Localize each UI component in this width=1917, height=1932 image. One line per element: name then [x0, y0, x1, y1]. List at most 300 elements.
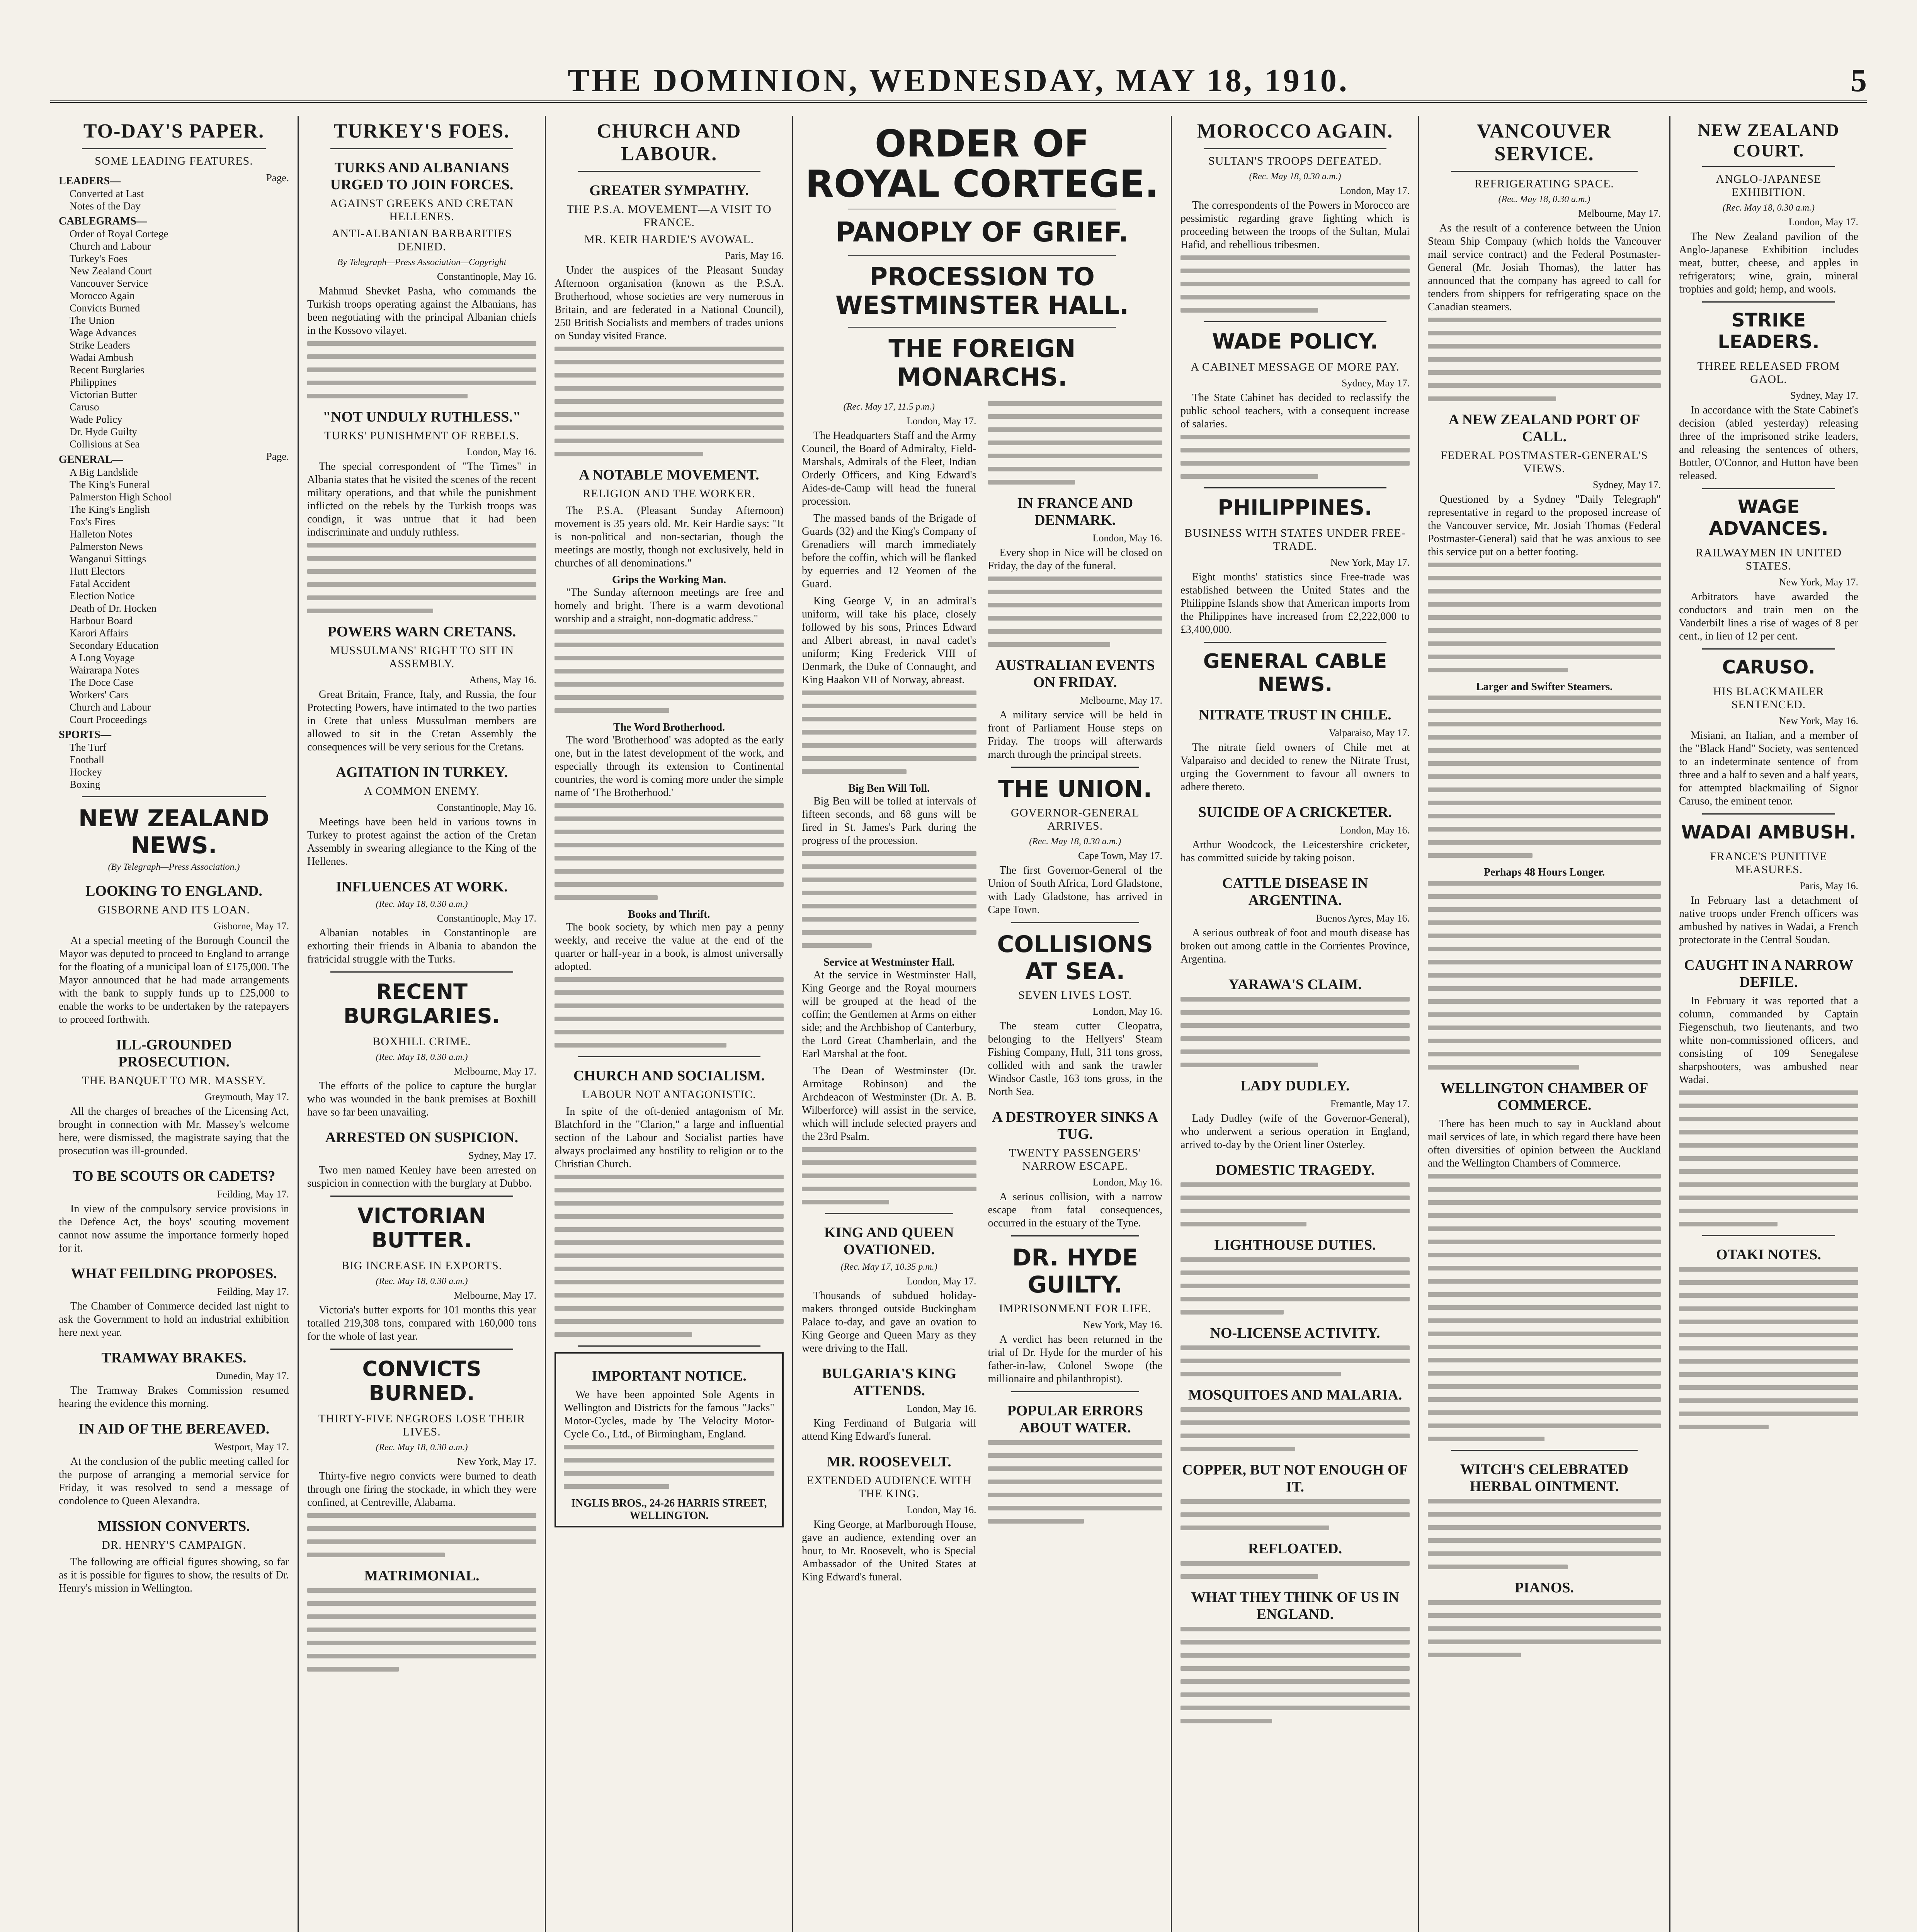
article-heading: INFLUENCES AT WORK. — [336, 879, 508, 895]
divider — [1702, 1235, 1835, 1236]
text-block — [1180, 1182, 1410, 1226]
divider — [578, 171, 760, 172]
lead-subheadline: PROCESSION TO WESTMINSTER HALL. — [835, 263, 1129, 320]
article-body: King George V, in an admiral's uniform, will take his place, closely followed by his sons, Princes Edward and Albert abreast, in naval cadet's uniform; King Frederick VIII of Denmark, the Duke of Connaught, and King Haakon VII of Norway, abreast. — [802, 595, 976, 686]
section-title: STRIKE LEADERS. — [1718, 310, 1820, 353]
article-body: Under the auspices of the Pleasant Sunday Afternoon organisation (known as the P.S.A. Brotherhood, whose societies are very numerous in Britain, and are federated in a National Council), 250 British Socialists and members of trades unions on Sunday visited France. — [555, 264, 784, 342]
article-heading: LIGHTHOUSE DUTIES. — [1214, 1237, 1376, 1253]
article-heading: AUSTRALIAN EVENTS ON FRIDAY. — [995, 657, 1155, 690]
text-block — [1428, 318, 1661, 401]
article-body: Every shop in Nice will be closed on Friday, the day of the funeral. — [988, 547, 1162, 572]
divider — [1204, 148, 1386, 149]
divider — [330, 971, 513, 973]
article-subheading: MUSSULMANS' RIGHT TO SIT IN ASSEMBLY. — [330, 644, 514, 670]
index-item: New Zealand Court — [70, 265, 152, 277]
section-title: WADE POLICY. — [1212, 329, 1378, 354]
article-body: The Tramway Brakes Commission resumed hearing the evidence this morning. — [59, 1384, 289, 1410]
article-subheading: TWENTY PASSENGERS' NARROW ESCAPE. — [1009, 1146, 1141, 1172]
article-subheading: BIG INCREASE IN EXPORTS. — [341, 1259, 502, 1272]
text-block — [1180, 255, 1410, 313]
text-block — [988, 1440, 1163, 1524]
dateline: New York, May 17. — [1330, 557, 1410, 568]
received-line: (Rec. May 18, 0.30 a.m.) — [1498, 194, 1590, 204]
article-body: The P.S.A. (Pleasant Sunday Afternoon) movement is 35 years old. Mr. Keir Hardie says: "It is non-political and non-sectarian, though the meetings are mostly, though not exclusively, held in churches of all denominations." — [555, 505, 784, 569]
article-heading: MATRIMONIAL. — [364, 1568, 480, 1584]
index-item: Wanganui Sittings — [70, 553, 146, 565]
received-line: (Rec. May 18, 0.30 a.m.) — [376, 1052, 468, 1062]
dateline: Melbourne, May 17. — [454, 1066, 536, 1077]
article-heading: LADY DUDLEY. — [1240, 1078, 1350, 1094]
index-item: Philippines — [70, 376, 117, 388]
divider — [1702, 166, 1835, 167]
text-block — [1180, 1499, 1410, 1530]
article-subheading: Grips the Working Man. — [612, 574, 726, 586]
column-6 — [1418, 116, 1669, 1932]
divider — [825, 1213, 953, 1214]
index-item: Wadai Ambush — [70, 352, 134, 363]
divider — [1204, 321, 1386, 322]
article-heading: TO BE SCOUTS OR CADETS? — [72, 1168, 276, 1184]
dateline: Feilding, May 17. — [217, 1286, 289, 1297]
lead-body-left — [802, 399, 976, 1588]
divider — [330, 1196, 513, 1197]
section-title: WADAI AMBUSH. — [1681, 821, 1856, 843]
article-body: The massed bands of the Brigade of Guards (32) and the King's Company of Grenadiers will march immediately before the coffin, which will be flanked by equerries and 12 Yeomen of the Guard. — [802, 512, 976, 590]
text-block — [555, 977, 784, 1048]
article-subheading: The Word Brotherhood. — [613, 721, 725, 733]
article-subheading: RAILWAYMEN IN UNITED STATES. — [1695, 546, 1842, 572]
article-subheading: EXTENDED AUDIENCE WITH THE KING. — [806, 1474, 971, 1500]
dateline: Constantinople, May 16. — [437, 271, 536, 282]
index-item: Notes of the Day — [70, 200, 141, 212]
article-heading: NITRATE TRUST IN CHILE. — [1199, 707, 1391, 723]
text-block — [1180, 1561, 1410, 1579]
article-heading: GREATER SYMPATHY. — [589, 182, 749, 199]
article-body: The Dean of Westminster (Dr. Armitage Robinson) and the Archdeacon of Westminster (Dr. A. B. Wilberforce) will assist in the service, which will include selected prayers and the 23rd Psalm. — [802, 1065, 976, 1143]
leaders-heading: LEADERS— Page. — [59, 172, 289, 187]
text-block — [1180, 1257, 1410, 1315]
divider — [330, 148, 513, 149]
dateline: New York, May 17. — [1779, 577, 1858, 588]
section-title: TURKEY'S FOES. — [333, 120, 510, 142]
divider — [1702, 648, 1835, 650]
dateline: London, May 16. — [906, 1504, 976, 1515]
article-heading: DOMESTIC TRAGEDY. — [1215, 1162, 1375, 1178]
article-subheading: SULTAN'S TROOPS DEFEATED. — [1208, 155, 1382, 167]
text-block — [1428, 696, 1661, 858]
divider — [848, 255, 1116, 256]
index-item: Hutt Electors — [70, 565, 125, 577]
page-number: 5 — [1851, 63, 1867, 99]
index-item: Converted at Last — [70, 188, 144, 199]
divider — [1204, 642, 1386, 643]
text-block — [802, 1147, 976, 1204]
article-subheading: A COMMON ENEMY. — [364, 785, 480, 798]
article-subheading: ANTI-ALBANIAN BARBARITIES DENIED. — [331, 227, 512, 253]
dateline: Dunedin, May 17. — [216, 1370, 289, 1381]
column-4 — [792, 116, 1171, 1932]
received-line: (Rec. May 18, 0.30 a.m.) — [376, 1276, 468, 1286]
section-title: RECENT BURGLARIES. — [343, 980, 500, 1028]
lead-headline: ORDER OF ROYAL CORTEGE. — [805, 122, 1159, 206]
index-item: The King's English — [70, 503, 150, 515]
article-subheading: THE BANQUET TO MR. MASSEY. — [82, 1074, 266, 1087]
dateline: Constantinople, May 16. — [437, 802, 536, 813]
divider — [1702, 488, 1835, 489]
article-subheading: AGAINST GREEKS AND CRETAN HELLENES. — [330, 197, 514, 223]
article-heading: POWERS WARN CRETANS. — [327, 624, 516, 640]
dateline: London, May 16. — [906, 1403, 976, 1414]
article-heading: MOSQUITOES AND MALARIA. — [1188, 1387, 1402, 1403]
article-subheading: THIRTY-FIVE NEGROES LOSE THEIR LIVES. — [318, 1412, 526, 1438]
dateline: London, May 16. — [1092, 1006, 1162, 1017]
divider — [1011, 1391, 1140, 1392]
article-body: The following are official figures showing, so far as it is possible for figures to show, the results of Dr. Henry's mission in Wellington. — [59, 1556, 289, 1594]
dateline: Sydney, May 17. — [1593, 479, 1661, 490]
dateline: London, May 17. — [1340, 185, 1410, 196]
received-line: (Rec. May 18, 0.30 a.m.) — [1249, 172, 1341, 182]
divider — [1451, 1450, 1638, 1451]
dateline: Feilding, May 17. — [217, 1189, 289, 1200]
index-item: Vancouver Service — [70, 277, 148, 289]
divider — [1702, 301, 1835, 303]
columns — [50, 116, 1867, 1932]
dateline: London, May 17. — [1788, 216, 1858, 228]
divider — [578, 1056, 760, 1057]
article-body: The Chamber of Commerce decided last night to ask the Government to hold an industrial exhibition here next year. — [59, 1300, 289, 1338]
dateline: Athens, May 16. — [469, 674, 536, 685]
article-body: There has been much to say in Auckland about mail services of late, in which regard there have been often diversities of opinion between the Auckland and the Wellington Chambers of Commerce. — [1428, 1118, 1661, 1169]
text-block — [307, 1588, 536, 1672]
article-heading: AGITATION IN TURKEY. — [335, 764, 508, 781]
article-subheading: Books and Thrift. — [628, 908, 710, 920]
article-body: At the service in Westminster Hall, King George and the Royal mourners will be grouped at the head of the coffin; the Gentlemen at Arms on either side; and the Archbishop of Canterbury, the Lord Great Chamberlain, and the Earl Marshal at the foot. — [802, 969, 976, 1060]
article-body: As the result of a conference between the Union Steam Ship Company (which holds the Vancouver mail service contract) and the Federal Postmaster-General (Mr. Josiah Thomas), the latter has announced that the company has agreed to call for tenders from shippers for refrigerating space on the Canadian steamers. — [1428, 222, 1661, 313]
article-body: At a special meeting of the Borough Council the Mayor was deputed to proceed to England to arrange for the floating of a municipal loan of £175,000. The Mayor announced that he had made arrangements with the bank to supply funds up to £25,000 to enable the works to be undertaken by the ratepayers to proceed forthwith. — [59, 935, 289, 1026]
text-block — [1428, 881, 1661, 1070]
received-line: (Rec. May 18, 0.30 a.m.) — [376, 899, 468, 909]
article-subheading: SEVEN LIVES LOST. — [1018, 989, 1132, 1002]
text-block — [1180, 997, 1410, 1067]
index-item: A Long Voyage — [70, 652, 135, 663]
article-body: The first Governor-General of the Union of South Africa, Lord Gladstone, with Lady Gladstone, has arrived in Cape Town. — [988, 864, 1162, 916]
section-title: MOROCCO AGAIN. — [1197, 120, 1393, 142]
article-subheading: THREE RELEASED FROM GAOL. — [1697, 360, 1840, 386]
article-heading: CATTLE DISEASE IN ARGENTINA. — [1222, 875, 1368, 908]
index-item: Caruso — [70, 401, 99, 413]
text-block — [1428, 1174, 1661, 1441]
dateline: Constantinople, May 17. — [437, 913, 536, 924]
article-body: Great Britain, France, Italy, and Russia, the four Protecting Powers, have intimated to the two parties in Crete that unless Mussulman members are allowed to sit in the Cretan Assembly the consequences will be very serious for the Cretans. — [307, 689, 536, 753]
features-heading: SOME LEADING FEATURES. — [95, 155, 253, 167]
text-block — [1428, 1499, 1661, 1569]
text-block — [988, 401, 1163, 485]
divider — [82, 796, 266, 797]
section-title: PHILIPPINES. — [1218, 495, 1373, 520]
divider — [1011, 922, 1140, 923]
index-item: The Doce Case — [70, 677, 133, 688]
article-heading: ARRESTED ON SUSPICION. — [325, 1129, 519, 1146]
article-heading: MISSION CONVERTS. — [98, 1518, 250, 1534]
dateline: Cape Town, May 17. — [1078, 850, 1162, 861]
index-item: Election Notice — [70, 590, 135, 602]
article-subheading: BUSINESS WITH STATES UNDER FREE-TRADE. — [1184, 527, 1406, 553]
index-item: A Big Landslide — [70, 466, 138, 478]
article-heading: A NEW ZEALAND PORT OF CALL. — [1448, 412, 1640, 445]
lead-subheadline: PANOPLY OF GRIEF. — [835, 216, 1129, 248]
index-item: Wairarapa Notes — [70, 664, 139, 676]
section-title: VANCOUVER SERVICE. — [1476, 120, 1612, 165]
article-subheading: REFRIGERATING SPACE. — [1475, 177, 1614, 190]
article-heading: TURKS AND ALBANIANS URGED TO JOIN FORCES. — [330, 160, 514, 193]
lead-body-right — [988, 399, 1163, 1588]
sports-heading: SPORTS— — [59, 729, 111, 741]
article-heading: YARAWA'S CLAIM. — [1228, 976, 1362, 993]
dateline: Sydney, May 17. — [468, 1150, 536, 1161]
masthead-title: THE DOMINION, WEDNESDAY, MAY 18, 1910. — [568, 63, 1349, 99]
index-item: Football — [70, 754, 105, 765]
article-heading: KING AND QUEEN OVATIONED. — [824, 1225, 954, 1258]
article-subheading: HIS BLACKMAILER SENTENCED. — [1713, 685, 1824, 711]
article-body: A serious outbreak of foot and mouth disease has broken out among cattle in the Corrientes Province, Argentina. — [1180, 927, 1410, 965]
article-body: A military service will be held in front of Parliament House steps on Friday. The troops will afterwards march through the principal streets. — [988, 709, 1162, 760]
article-body: We have been appointed Sole Agents in Wellington and Districts for the famous "Jacks" Motor-Cycles, made by The Velocity Motor-Cycle Co., Ltd., of Birmingham, England. — [564, 1389, 774, 1440]
column-5 — [1171, 116, 1418, 1932]
article-subheading: Perhaps 48 Hours Longer. — [1483, 866, 1605, 878]
index-item: Collisions at Sea — [70, 438, 140, 450]
dateline: New York, May 16. — [1083, 1319, 1162, 1330]
index-item: Palmerston News — [70, 541, 143, 552]
article-heading: WITCH'S CELEBRATED HERBAL OINTMENT. — [1460, 1461, 1629, 1495]
article-subheading: Service at Westminster Hall. — [823, 956, 955, 968]
index-item: Dr. Hyde Guilty — [70, 426, 137, 437]
received-line: (Rec. May 17, 10.35 p.m.) — [840, 1262, 937, 1272]
index-item: Workers' Cars — [70, 689, 128, 701]
section-title: THE UNION. — [998, 776, 1152, 803]
article-body: Thirty-five negro convicts were burned to death through one firing the stockade, in which they were confined, at Centreville, Alabama. — [307, 1470, 536, 1509]
dateline: Buenos Ayres, May 16. — [1316, 913, 1410, 924]
index-item: Palmerston High School — [70, 491, 172, 503]
text-block — [988, 577, 1163, 647]
article-body: The correspondents of the Powers in Morocco are pessimistic regarding grave fighting which is proceeding between the troops of the Sultan, Mulai Hafid, and rebellious tribesmen. — [1180, 199, 1410, 251]
article-heading: PIANOS. — [1514, 1580, 1574, 1596]
index-item: Court Proceedings — [70, 714, 147, 725]
received-line: (Rec. May 18, 0.30 a.m.) — [1029, 837, 1121, 847]
dateline: Valparaiso, May 17. — [1328, 727, 1410, 738]
article-body: The Headquarters Staff and the Army Council, the Board of Admiralty, Field-Marshals, Admirals of the Fleet, Indian Orderly Officers, and King Edward's Aides-de-Camp will head the funeral procession. — [802, 430, 976, 507]
article-subheading: GISBORNE AND ITS LOAN. — [98, 903, 250, 916]
text-block — [1428, 1600, 1661, 1657]
dateline: London, May 16. — [1092, 1177, 1162, 1188]
article-subheading: RELIGION AND THE WORKER. — [583, 487, 755, 500]
section-title: CHURCH AND LABOUR. — [597, 120, 742, 165]
article-heading: TRAMWAY BRAKES. — [101, 1350, 247, 1366]
dateline: London, May 16. — [1340, 825, 1410, 836]
article-body: At the conclusion of the public meeting called for the purpose of arranging a memorial service for Friday, it was resolved to send a message of condolence to Queen Alexandra. — [59, 1456, 289, 1507]
index-item: Strike Leaders — [70, 339, 130, 351]
article-body: In accordance with the State Cabinet's decision (abled yesterday) releasing three of the imprisoned strike leaders, and releasing the sentences of others, Bottler, O'Connor, and Hutton have been released. — [1679, 404, 1858, 482]
index-item: The Union — [70, 315, 115, 326]
article-subheading: THE P.S.A. MOVEMENT—A VISIT TO FRANCE. — [566, 203, 772, 229]
text-block — [1180, 435, 1410, 479]
column-3 — [545, 116, 792, 1932]
article-body: Eight months' statistics since Free-trade was established between the United States and the Philippine Islands show that American imports from the Philippines have increased from £2,222,000 to £3,400,000. — [1180, 571, 1410, 636]
column-1 — [50, 116, 298, 1932]
telegraph-line: (By Telegraph—Press Association.) — [108, 862, 240, 872]
text-block — [555, 803, 784, 900]
dateline: Gisborne, May 17. — [214, 920, 289, 932]
article-body: The nitrate field owners of Chile met at Valparaiso and decided to renew the Nitrate Trust, urging the Government to favour all owners to adhere thereto. — [1180, 742, 1410, 793]
index-item: Convicts Burned — [70, 302, 140, 314]
article-heading: WHAT THEY THINK OF US IN ENGLAND. — [1191, 1589, 1399, 1622]
article-body: In February last a detachment of native troops under French officers was ambushed by natives in Wadai, a French protectorate in the Central Soudan. — [1679, 895, 1858, 946]
article-heading: POPULAR ERRORS ABOUT WATER. — [1007, 1403, 1143, 1436]
article-heading: IMPORTANT NOTICE. — [592, 1368, 747, 1384]
index-item: Wage Advances — [70, 327, 136, 338]
article-heading: A NOTABLE MOVEMENT. — [579, 467, 759, 483]
index-item: Harbour Board — [70, 615, 133, 626]
article-body: King George, at Marlborough House, gave an audience, extending over an hour, to Mr. Roosevelt, who is Special Ambassador of the United States at King Edward's funeral. — [802, 1519, 976, 1583]
article-subheading: A CABINET MESSAGE OF MORE PAY. — [1191, 361, 1400, 373]
index-item: Church and Labour — [70, 701, 151, 713]
section-title: CONVICTS BURNED. — [362, 1357, 481, 1405]
lead-body — [802, 399, 1162, 1588]
article-body: Albanian notables in Constantinople are exhorting their friends in Albania to abandon the fratricidal struggle with the Turks. — [307, 927, 536, 965]
article-subheading: TURKS' PUNISHMENT OF REBELS. — [324, 429, 519, 442]
article-body: Victoria's butter exports for 101 months this year totalled 219,308 tons, compared with 160,000 tons for the whole of last year. — [307, 1304, 536, 1342]
section-title: GENERAL CABLE NEWS. — [1203, 650, 1387, 696]
article-heading: SUICIDE OF A CRICKETER. — [1198, 804, 1392, 820]
divider — [1702, 813, 1835, 815]
text-block — [307, 543, 536, 613]
article-subheading: FEDERAL POSTMASTER-GENERAL'S VIEWS. — [1441, 449, 1648, 475]
divider — [1011, 1235, 1140, 1236]
masthead — [50, 58, 1867, 103]
divider — [1204, 487, 1386, 488]
received-line: (Rec. May 18, 0.30 a.m.) — [376, 1442, 468, 1452]
text-block — [307, 1513, 536, 1557]
article-heading: OTAKI NOTES. — [1716, 1247, 1821, 1263]
article-body: King Ferdinand of Bulgaria will attend King Edward's funeral. — [802, 1417, 976, 1442]
text-block — [1180, 1345, 1410, 1376]
article-body: The State Cabinet has decided to reclassify the public school teachers, with a consequent increase of salaries. — [1180, 392, 1410, 430]
text-block — [555, 1175, 784, 1337]
article-body: In view of the compulsory service provisions in the Defence Act, the boys' scouting movement cannot now assume the importance formerly hoped for it. — [59, 1203, 289, 1254]
article-body: Big Ben will be tolled at intervals of fifteen seconds, and 68 guns will be fired in St. James's Park during the progress of the procession. — [802, 795, 976, 847]
text-block — [307, 341, 536, 398]
divider — [1011, 767, 1140, 768]
index-item: Order of Royal Cortege — [70, 228, 168, 240]
article-heading: COPPER, BUT NOT ENOUGH OF IT. — [1182, 1462, 1408, 1495]
index-item: Fox's Fires — [70, 516, 116, 527]
section-title: CARUSO. — [1722, 656, 1815, 678]
article-subheading: Larger and Swifter Steamers. — [1476, 681, 1613, 693]
text-block — [1428, 563, 1661, 672]
article-heading: MR. ROOSEVELT. — [827, 1454, 951, 1470]
text-block — [802, 851, 976, 948]
article-body: The efforts of the police to capture the burglar who was wounded in the bank premises at Boxhill have so far been unavailing. — [307, 1080, 536, 1118]
dateline: London, May 16. — [466, 446, 536, 457]
notice-advert — [555, 1352, 784, 1527]
column-7 — [1669, 116, 1867, 1932]
article-body: In February it was reported that a column, commanded by Captain Fiegenschuh, two lieutenants, and two white non-commissioned officers, and consisting of 109 Senegalese sharpshooters, was ambushed near Wadai. — [1679, 995, 1858, 1086]
article-body: A serious collision, with a narrow escape from fatal consequences, occurred in the estuary of the Tyne. — [988, 1191, 1162, 1229]
article-body: Arthur Woodcock, the Leicestershire cricketer, has committed suicide by taking poison. — [1180, 839, 1410, 864]
divider — [578, 1345, 760, 1347]
general-heading: GENERAL— Page. — [59, 451, 289, 466]
section-title: VICTORIAN BUTTER. — [357, 1204, 486, 1252]
text-block — [1180, 1627, 1410, 1723]
todays-paper-title: TO-DAY'S PAPER. — [83, 120, 265, 142]
article-body: Thousands of subdued holiday-makers thronged outside Buckingham Palace to-day, and gave an ovation to King George and Queen Mary as they were driving to the Hall. — [802, 1290, 976, 1354]
article-heading: "NOT UNDULY RUTHLESS." — [323, 409, 521, 425]
dateline: Melbourne, May 17. — [1080, 695, 1162, 706]
dateline: Melbourne, May 17. — [454, 1290, 536, 1301]
article-heading: ILL-GROUNDED PROSECUTION. — [116, 1037, 232, 1070]
text-block — [555, 347, 784, 456]
article-body: Arbitrators have awarded the conductors and train men on the Vanderbilt lines a rise of wages of 8 per cent., in lieu of 12 per cent. — [1679, 591, 1858, 642]
article-heading: LOOKING TO ENGLAND. — [85, 883, 262, 899]
article-subheading: Big Ben Will Toll. — [848, 782, 930, 794]
index-item: Fatal Accident — [70, 578, 130, 589]
index-item: Turkey's Foes — [70, 253, 128, 264]
section-title: COLLISIONS AT SEA. — [997, 931, 1153, 985]
section-title: DR. HYDE GUILTY. — [1012, 1244, 1138, 1298]
section-title: WAGE ADVANCES. — [1709, 496, 1829, 539]
text-block — [802, 690, 976, 774]
index-item: Death of Dr. Hocken — [70, 602, 156, 614]
dateline: Fremantle, May 17. — [1330, 1098, 1410, 1109]
dateline: Paris, May 16. — [725, 250, 784, 261]
received-line: (Rec. May 17, 11.5 p.m.) — [843, 402, 935, 412]
index-item: Recent Burglaries — [70, 364, 145, 376]
index-item: The Turf — [70, 742, 107, 753]
divider — [1451, 171, 1638, 172]
article-body: "The Sunday afternoon meetings are free and homely and bright. There is a warm devotional worship and a straight, non-dogmatic address." — [555, 587, 784, 625]
divider — [330, 1349, 513, 1350]
article-subheading: DR. HENRY'S CAMPAIGN. — [102, 1539, 246, 1551]
article-heading: IN FRANCE AND DENMARK. — [1017, 495, 1133, 528]
article-body: Lady Dudley (wife of the Governor-General), who underwent a serious operation in England, arrived to-day by the Orient liner Osterley. — [1180, 1112, 1410, 1151]
dateline: Paris, May 16. — [1800, 880, 1858, 891]
text-block — [1679, 1267, 1858, 1429]
nz-news-title: NEW ZEALAND NEWS. — [78, 805, 269, 859]
column-2 — [298, 116, 545, 1932]
dateline: New York, May 16. — [1779, 715, 1858, 726]
article-heading: CHURCH AND SOCIALISM. — [573, 1068, 765, 1084]
article-body: The book society, by which men pay a penny weekly, and receive the value at the end of the quarter or half-year in a book, is almost universally adopted. — [555, 921, 784, 973]
dateline: Melbourne, May 17. — [1578, 208, 1661, 219]
article-subheading: ANGLO-JAPANESE EXHIBITION. — [1716, 173, 1822, 199]
article-body: A verdict has been returned in the trial of Dr. Hyde for the murder of his father-in-law, Colonel Swope (the millionaire and philanthropist). — [988, 1333, 1162, 1385]
index-item: Victorian Butter — [70, 389, 137, 400]
dateline: Sydney, May 17. — [1790, 390, 1858, 401]
index-item: Wade Policy — [70, 413, 122, 425]
lead-subheadline: THE FOREIGN MONARCHS. — [888, 335, 1076, 392]
article-heading: NO-LICENSE ACTIVITY. — [1210, 1325, 1380, 1341]
text-block — [1679, 1090, 1858, 1226]
received-line: (Rec. May 18, 0.30 a.m.) — [1723, 203, 1815, 213]
article-body: The New Zealand pavilion of the Anglo-Japanese Exhibition includes meat, butter, cheese, and apples in refrigerators; wine, grain, mineral trophies and gold; hemp, and wools. — [1679, 231, 1858, 295]
text-block — [564, 1445, 774, 1489]
dateline: London, May 17. — [906, 1276, 976, 1287]
index-item: Hockey — [70, 766, 102, 778]
index-item: Boxing — [70, 779, 100, 790]
article-heading: WHAT FEILDING PROPOSES. — [71, 1265, 277, 1282]
article-heading: REFLOATED. — [1248, 1541, 1342, 1557]
dateline: London, May 17. — [906, 415, 976, 427]
advert-signature: INGLIS BROS., 24-26 HARRIS STREET, WELLINGTON. — [571, 1497, 767, 1522]
